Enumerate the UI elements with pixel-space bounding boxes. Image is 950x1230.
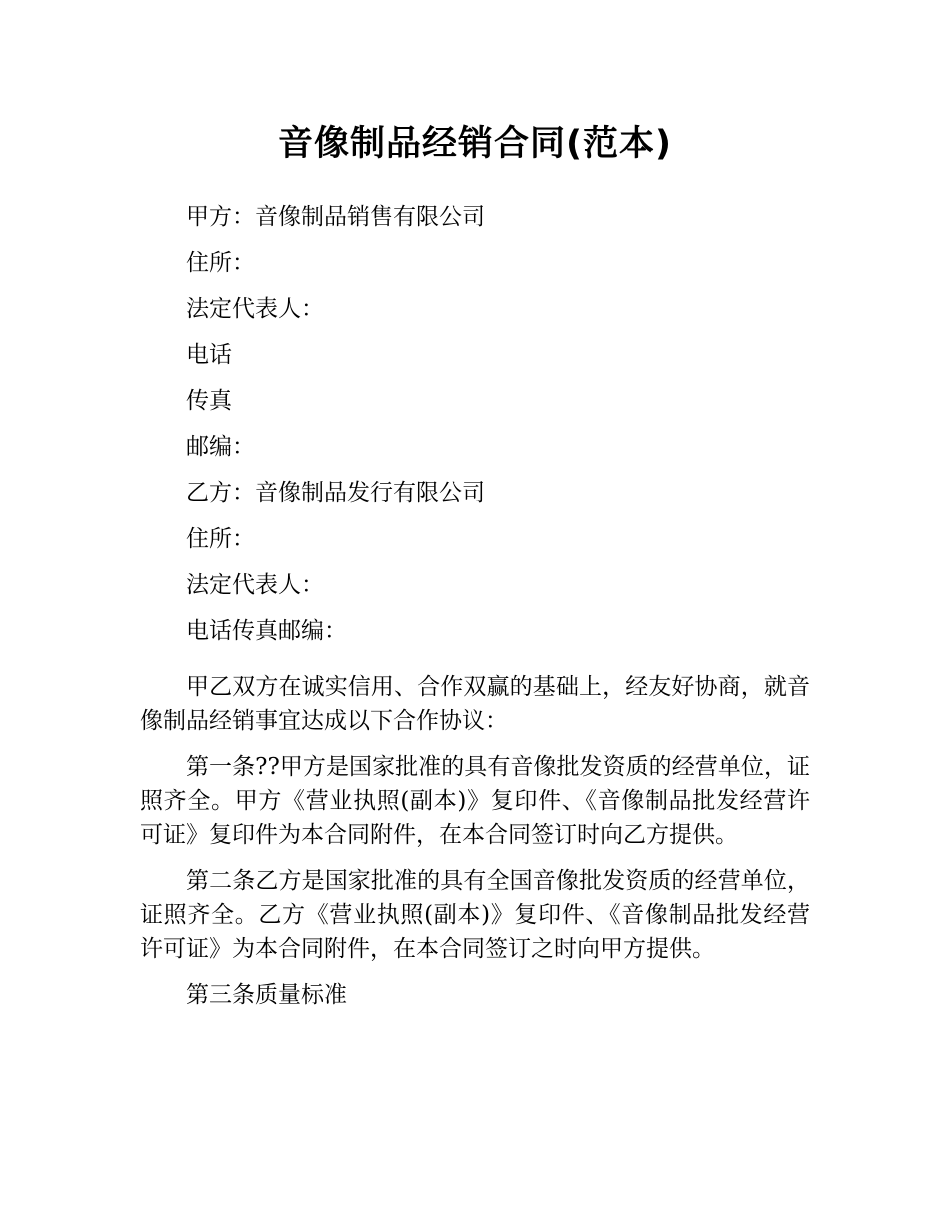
party-a-fax: 传真 bbox=[186, 388, 232, 414]
intro-paragraph: 甲乙双方在诚实信用、合作双赢的基础上，经友好协商，就音像制品经销事宜达成以下合作协议： bbox=[140, 674, 810, 734]
party-b-section bbox=[140, 470, 810, 654]
party-a-address: 住所： bbox=[186, 250, 255, 276]
article-2-paragraph: 第二条乙方是国家批准的具有全国音像批发资质的经营单位，证照齐全。乙方《营业执照(副本)》复印件、《音像制品批发经营许可证》为本合同附件，在本合同签订之时向甲方提供。 bbox=[140, 868, 810, 962]
party-b-name: 乙方：音像制品发行有限公司 bbox=[186, 480, 485, 506]
document-title: 音像制品经销合同(范本) bbox=[278, 124, 672, 164]
party-b-contact: 电话传真邮编： bbox=[186, 618, 347, 644]
article-1-paragraph: 第一条??甲方是国家批准的具有音像批发资质的经营单位，证照齐全。甲方《营业执照(副本)》复印件、《音像制品批发经营许可证》复印件为本合同附件，在本合同签订时向乙方提供。 bbox=[140, 754, 810, 848]
party-a-postcode: 邮编： bbox=[186, 434, 255, 460]
article-3-heading: 第三条质量标准 bbox=[186, 982, 347, 1008]
party-a-name: 甲方：音像制品销售有限公司 bbox=[186, 204, 485, 230]
party-a-phone: 电话 bbox=[186, 342, 232, 368]
party-a-legal-rep: 法定代表人： bbox=[186, 296, 324, 322]
party-a-section bbox=[140, 194, 810, 470]
party-b-address: 住所： bbox=[186, 526, 255, 552]
party-b-legal-rep: 法定代表人： bbox=[186, 572, 324, 598]
